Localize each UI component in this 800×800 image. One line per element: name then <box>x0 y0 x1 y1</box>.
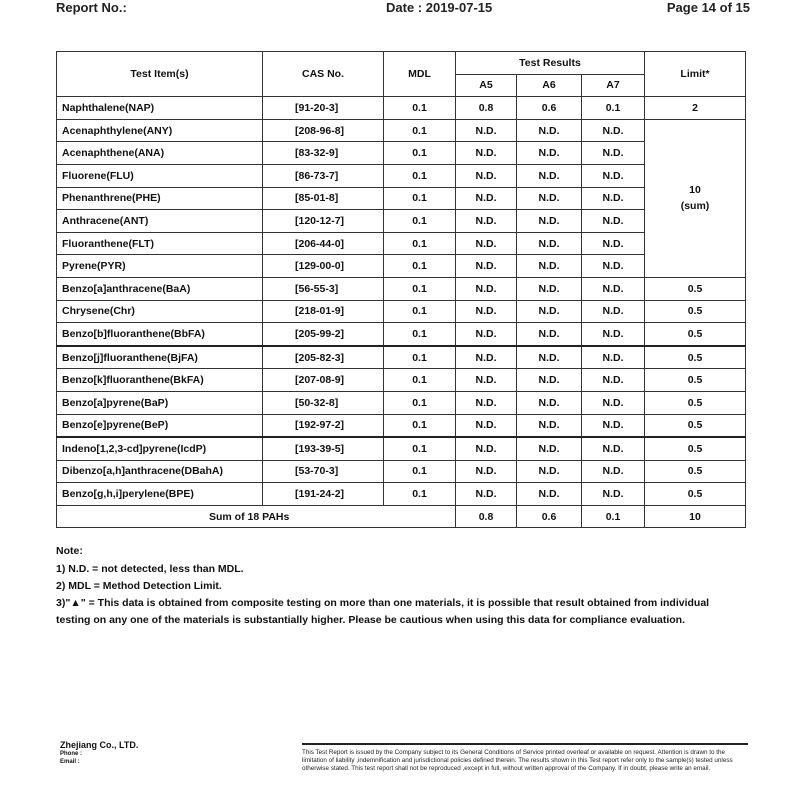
table-row <box>57 142 746 165</box>
result-a5: N.D. <box>456 391 517 414</box>
limit-value: 0.5 <box>645 346 746 369</box>
result-a5: N.D. <box>456 323 517 346</box>
header-cas-no: CAS No. <box>263 52 384 97</box>
result-a6: N.D. <box>517 460 582 483</box>
table-row <box>57 346 746 369</box>
sum-row <box>57 505 746 528</box>
result-a5: N.D. <box>456 142 517 165</box>
header-test-item: Test Item(s) <box>57 52 263 97</box>
test-item: Benzo[e]pyrene(BeP) <box>57 414 263 437</box>
test-item: Acenaphthene(ANA) <box>57 142 263 165</box>
note-line: 1) N.D. = not detected, less than MDL. <box>56 563 244 575</box>
mdl-value: 0.1 <box>384 164 456 187</box>
result-a7: N.D. <box>582 369 645 392</box>
report-date: Date : 2019-07-15 <box>386 0 493 15</box>
result-a5: N.D. <box>456 119 517 142</box>
mdl-value: 0.1 <box>384 323 456 346</box>
result-a5: N.D. <box>456 232 517 255</box>
result-a7: N.D. <box>582 232 645 255</box>
result-a6: N.D. <box>517 300 582 323</box>
cas-number: [207-08-9] <box>263 369 384 392</box>
mdl-value: 0.1 <box>384 232 456 255</box>
cas-number: [83-32-9] <box>263 142 384 165</box>
header-sample-a7: A7 <box>582 74 645 97</box>
mdl-value: 0.1 <box>384 142 456 165</box>
mdl-value: 0.1 <box>384 277 456 300</box>
cas-number: [191-24-2] <box>263 483 384 506</box>
table-row <box>57 255 746 278</box>
result-a5: N.D. <box>456 369 517 392</box>
test-item: Benzo[j]fluoranthene(BjFA) <box>57 346 263 369</box>
company-name: Zhejiang Co., LTD. <box>60 740 139 750</box>
test-item: Benzo[k]fluoranthene(BkFA) <box>57 369 263 392</box>
test-item: Pyrene(PYR) <box>57 255 263 278</box>
result-a6: N.D. <box>517 119 582 142</box>
cas-number: [50-32-8] <box>263 391 384 414</box>
result-a7: N.D. <box>582 391 645 414</box>
page-header <box>56 0 750 16</box>
result-a5: N.D. <box>456 187 517 210</box>
test-item: Naphthalene(NAP) <box>57 97 263 120</box>
limit-value: 0.5 <box>645 460 746 483</box>
header-test-results: Test Results <box>456 52 645 75</box>
sum-label: Sum of 18 PAHs <box>57 505 456 528</box>
header-sample-a5: A5 <box>456 74 517 97</box>
limit-value: 0.5 <box>645 391 746 414</box>
result-a5: N.D. <box>456 437 517 460</box>
table-row <box>57 210 746 233</box>
pah-results-table <box>56 51 746 528</box>
disclaimer: This Test Report is issued by the Company subject to its General Conditions of Service printed overleaf or available on request. Attention is drawn to the limitation of liability ,indemnification and jurisdictional policies defined therein. The results shown in this Test report refer only to the sample(s) tested unless otherwise stated. This test report shall not be reproduced ,except in full, without written approval of the Company. If in doubt, please write an email. <box>302 743 748 773</box>
result-a6: N.D. <box>517 164 582 187</box>
cas-number: [56-55-3] <box>263 277 384 300</box>
mdl-value: 0.1 <box>384 97 456 120</box>
result-a5: 0.8 <box>456 97 517 120</box>
table-row <box>57 277 746 300</box>
test-item: Acenaphthylene(ANY) <box>57 119 263 142</box>
note-line: 3)"▲" = This data is obtained from composite testing on more than one materials, it is possible that result obtained from individual <box>56 597 710 609</box>
result-a6: N.D. <box>517 255 582 278</box>
limit-value: 0.5 <box>645 414 746 437</box>
result-a7: N.D. <box>582 277 645 300</box>
limit-value: 0.5 <box>645 300 746 323</box>
header-mdl: MDL <box>384 52 456 97</box>
cas-number: [129-00-0] <box>263 255 384 278</box>
header-limit: Limit* <box>645 52 746 97</box>
table-row <box>57 164 746 187</box>
sum-a5: 0.8 <box>456 505 517 528</box>
result-a6: 0.6 <box>517 97 582 120</box>
test-item: Fluoranthene(FLT) <box>57 232 263 255</box>
result-a7: N.D. <box>582 164 645 187</box>
table-row <box>57 369 746 392</box>
cas-number: [120-12-7] <box>263 210 384 233</box>
notes-section <box>56 543 756 629</box>
table-row <box>57 414 746 437</box>
limit-value: 0.5 <box>645 323 746 346</box>
company-info <box>60 741 260 766</box>
result-a5: N.D. <box>456 277 517 300</box>
mdl-value: 0.1 <box>384 369 456 392</box>
note-line: testing on any one of the materials is substantially higher. Please be cautious when using this data for compliance evaluation. <box>56 614 685 626</box>
cas-number: [205-99-2] <box>263 323 384 346</box>
mdl-value: 0.1 <box>384 346 456 369</box>
mdl-value: 0.1 <box>384 414 456 437</box>
result-a6: N.D. <box>517 232 582 255</box>
report-number: Report No.: <box>56 0 127 15</box>
result-a7: N.D. <box>582 323 645 346</box>
limit-value: 0.5 <box>645 369 746 392</box>
cas-number: [208-96-8] <box>263 119 384 142</box>
test-item: Anthracene(ANT) <box>57 210 263 233</box>
result-a7: 0.1 <box>582 97 645 120</box>
result-a6: N.D. <box>517 210 582 233</box>
limit-value: 0.5 <box>645 437 746 460</box>
test-item: Benzo[b]fluoranthene(BbFA) <box>57 323 263 346</box>
result-a6: N.D. <box>517 346 582 369</box>
group-limit-value: 10 <box>689 184 701 197</box>
result-a6: N.D. <box>517 414 582 437</box>
result-a7: N.D. <box>582 346 645 369</box>
result-a5: N.D. <box>456 210 517 233</box>
mdl-value: 0.1 <box>384 210 456 233</box>
table-row <box>57 391 746 414</box>
cas-number: [86-73-7] <box>263 164 384 187</box>
mdl-value: 0.1 <box>384 437 456 460</box>
result-a7: N.D. <box>582 414 645 437</box>
phone-label: Phone : <box>60 751 82 757</box>
table-row <box>57 232 746 255</box>
result-a7: N.D. <box>582 300 645 323</box>
table-row <box>57 187 746 210</box>
test-item: Benzo[a]anthracene(BaA) <box>57 277 263 300</box>
test-item: Indeno[1,2,3-cd]pyrene(IcdP) <box>57 437 263 460</box>
result-a6: N.D. <box>517 483 582 506</box>
result-a7: N.D. <box>582 460 645 483</box>
test-item: Chrysene(Chr) <box>57 300 263 323</box>
sum-a6: 0.6 <box>517 505 582 528</box>
cas-number: [205-82-3] <box>263 346 384 369</box>
table-row <box>57 119 746 142</box>
mdl-value: 0.1 <box>384 187 456 210</box>
cas-number: [193-39-5] <box>263 437 384 460</box>
result-a6: N.D. <box>517 391 582 414</box>
mdl-value: 0.1 <box>384 460 456 483</box>
result-a6: N.D. <box>517 369 582 392</box>
mdl-value: 0.1 <box>384 255 456 278</box>
test-item: Fluorene(FLU) <box>57 164 263 187</box>
result-a5: N.D. <box>456 483 517 506</box>
mdl-value: 0.1 <box>384 483 456 506</box>
result-a7: N.D. <box>582 210 645 233</box>
result-a7: N.D. <box>582 187 645 210</box>
result-a6: N.D. <box>517 323 582 346</box>
result-a6: N.D. <box>517 277 582 300</box>
cas-number: [53-70-3] <box>263 460 384 483</box>
group-limit <box>645 119 746 277</box>
result-a6: N.D. <box>517 437 582 460</box>
test-item: Dibenzo[a,h]anthracene(DBahA) <box>57 460 263 483</box>
table-row <box>57 323 746 346</box>
table-row <box>57 483 746 506</box>
test-item: Benzo[a]pyrene(BaP) <box>57 391 263 414</box>
mdl-value: 0.1 <box>384 391 456 414</box>
result-a7: N.D. <box>582 483 645 506</box>
cas-number: [192-97-2] <box>263 414 384 437</box>
limit-value: 0.5 <box>645 483 746 506</box>
result-a7: N.D. <box>582 119 645 142</box>
page-number: Page 14 of 15 <box>666 0 750 15</box>
cas-number: [206-44-0] <box>263 232 384 255</box>
test-item: Phenanthrene(PHE) <box>57 187 263 210</box>
limit-value: 0.5 <box>645 277 746 300</box>
result-a5: N.D. <box>456 300 517 323</box>
limit-value: 2 <box>645 97 746 120</box>
sum-limit: 10 <box>645 505 746 528</box>
result-a5: N.D. <box>456 255 517 278</box>
result-a5: N.D. <box>456 414 517 437</box>
mdl-value: 0.1 <box>384 300 456 323</box>
notes-title: Note: <box>56 545 83 557</box>
cas-number: [91-20-3] <box>263 97 384 120</box>
test-item: Benzo[g,h,i]perylene(BPE) <box>57 483 263 506</box>
sum-a7: 0.1 <box>582 505 645 528</box>
result-a7: N.D. <box>582 437 645 460</box>
result-a5: N.D. <box>456 164 517 187</box>
result-a7: N.D. <box>582 142 645 165</box>
result-a6: N.D. <box>517 142 582 165</box>
note-line: 2) MDL = Method Detection Limit. <box>56 580 222 592</box>
result-a6: N.D. <box>517 187 582 210</box>
group-limit-unit: (sum) <box>680 200 710 213</box>
table-row <box>57 460 746 483</box>
mdl-value: 0.1 <box>384 119 456 142</box>
result-a5: N.D. <box>456 460 517 483</box>
cas-number: [85-01-8] <box>263 187 384 210</box>
table-row <box>57 97 746 120</box>
table-row <box>57 437 746 460</box>
result-a5: N.D. <box>456 346 517 369</box>
result-a7: N.D. <box>582 255 645 278</box>
table-row <box>57 300 746 323</box>
header-sample-a6: A6 <box>517 74 582 97</box>
email-label: Email : <box>60 759 80 765</box>
cas-number: [218-01-9] <box>263 300 384 323</box>
